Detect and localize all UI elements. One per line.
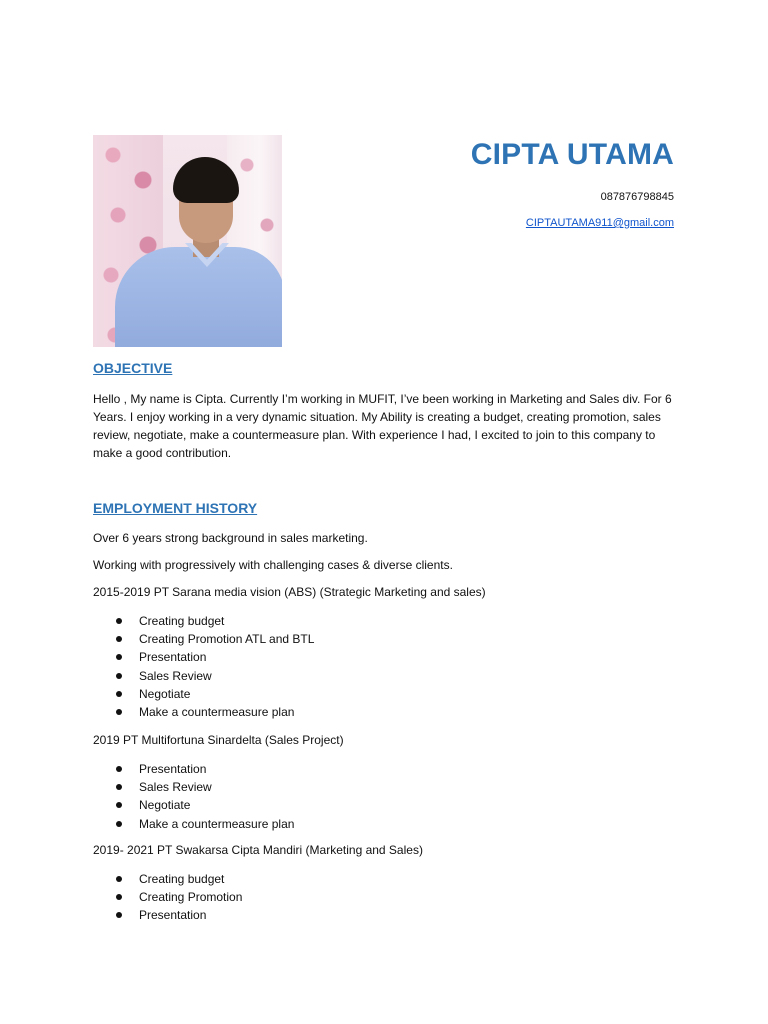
- list-item: [93, 888, 242, 906]
- duty-text: Creating Promotion ATL and BTL: [139, 632, 315, 647]
- phone-number: 087876798845: [600, 191, 674, 203]
- list-item: [93, 630, 314, 648]
- duty-text: Negotiate: [139, 798, 191, 813]
- list-item: [93, 778, 294, 796]
- list-item: [93, 612, 314, 630]
- bullet-icon: [116, 636, 122, 642]
- job-title-3: 2019- 2021 PT Swakarsa Cipta Mandiri (Marketing and Sales): [93, 843, 423, 857]
- bullet-icon: [116, 691, 122, 697]
- employment-heading: EMPLOYMENT HISTORY: [93, 500, 258, 516]
- list-item: [93, 703, 314, 721]
- list-item: [93, 760, 294, 778]
- list-item: [93, 906, 242, 924]
- bullet-icon: [116, 912, 122, 918]
- job-duties-3: [93, 870, 242, 925]
- bullet-icon: [116, 821, 122, 827]
- bullet-icon: [116, 673, 122, 679]
- bullet-icon: [116, 876, 122, 882]
- duty-text: Presentation: [139, 762, 207, 776]
- list-item: [93, 648, 314, 666]
- duty-text: Negotiate: [139, 686, 191, 701]
- bullet-icon: [116, 709, 122, 715]
- list-item: [93, 685, 314, 703]
- duty-text: Make a countermeasure plan: [139, 704, 295, 719]
- bullet-icon: [116, 802, 122, 808]
- list-item: [93, 796, 294, 814]
- objective-text: Hello , My name is Cipta. Currently I’m working in MUFIT, I’ve been working in Marketing and Sales div. For 6 Years. I enjoy working in a very dynamic situation. My Ability is creating a budget, creating promotion, sales review, negotiate, make a countermeasure plan. With experience I had, I excited to join to this company to make a good contribution.: [93, 392, 672, 460]
- bullet-icon: [116, 654, 122, 660]
- job-title-2: 2019 PT Multifortuna Sinardelta (Sales Project): [93, 733, 344, 747]
- job-duties-2: [93, 760, 294, 833]
- list-item: [93, 870, 242, 888]
- list-item: [93, 815, 294, 833]
- bullet-icon: [116, 894, 122, 900]
- duty-text: Creating Promotion: [139, 890, 243, 905]
- job-duties-1: [93, 612, 314, 721]
- photo-shirt: [115, 247, 282, 347]
- employment-intro-2: Working with progressively with challenging cases & diverse clients.: [93, 558, 453, 572]
- bullet-icon: [116, 784, 122, 790]
- duty-text: Sales Review: [139, 668, 212, 683]
- duty-text: Presentation: [139, 908, 207, 923]
- duty-text: Creating budget: [139, 872, 225, 886]
- duty-text: Sales Review: [139, 780, 212, 795]
- candidate-name: CIPTA UTAMA: [470, 138, 674, 171]
- bullet-icon: [116, 618, 122, 624]
- bullet-icon: [116, 766, 122, 772]
- list-item: [93, 667, 314, 685]
- duty-text: Make a countermeasure plan: [139, 816, 295, 831]
- employment-intro-1: Over 6 years strong background in sales marketing.: [93, 531, 368, 545]
- duty-text: Presentation: [139, 650, 207, 665]
- profile-photo: [93, 135, 282, 347]
- objective-heading: OBJECTIVE: [93, 360, 173, 376]
- duty-text: Creating budget: [139, 614, 225, 628]
- job-title-1: 2015-2019 PT Sarana media vision (ABS) (Strategic Marketing and sales): [93, 585, 486, 599]
- email-link[interactable]: CIPTAUTAMA911@gmail.com: [525, 217, 674, 229]
